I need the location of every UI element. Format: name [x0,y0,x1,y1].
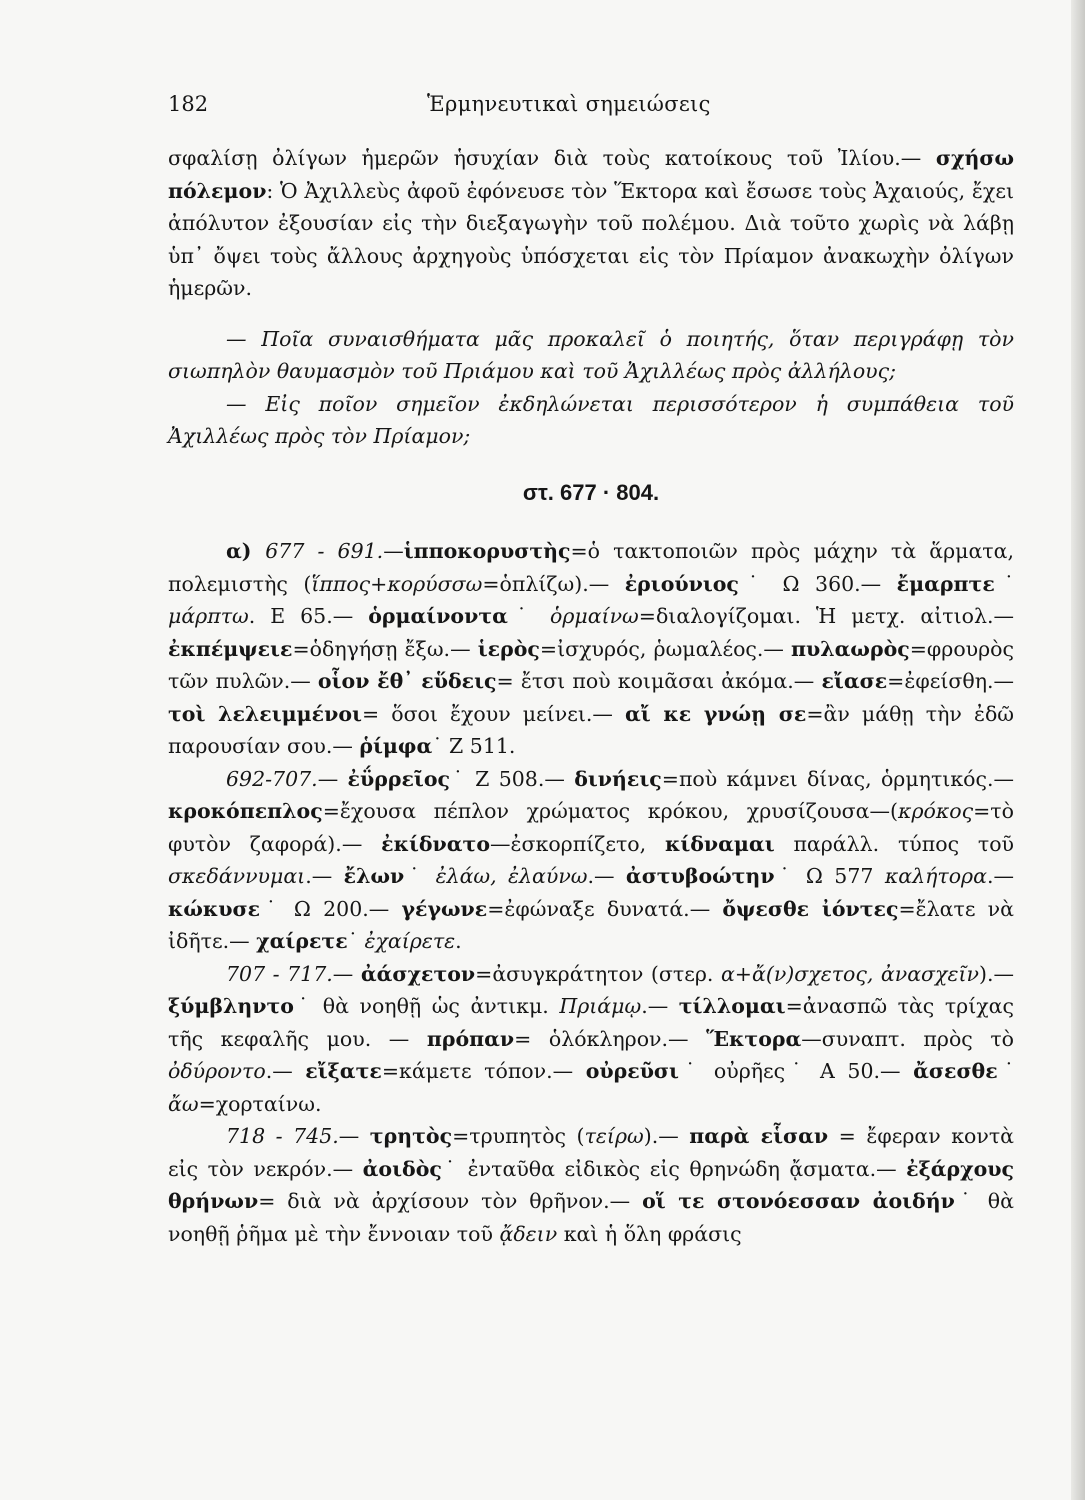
page-edge [1071,0,1085,1500]
gloss-text: =ποὺ κάμνει δίνας, ὁρμητικός.— [661,766,1014,791]
lemma: αἴ κε γνώῃ σε [624,701,807,726]
italic-term: κρόκος [898,799,974,823]
gloss-text: ˙ [997,1059,1015,1083]
italic-term: Πριάμῳ [559,994,642,1018]
gloss-text: =κάμετε τόπον.— [381,1059,586,1083]
lemma: οὐρεῦσι [585,1059,679,1083]
lemma: ἀάσχετον [360,961,476,986]
italic-term: σκεδάννυμαι [168,864,306,888]
italic-term: ἄω [168,1091,199,1116]
section-heading: στ. 677 · 804. [522,479,660,505]
italic-term: καλήτορα [884,864,987,888]
gloss-text: .— [641,994,679,1018]
gloss-text: .— [986,864,1014,888]
running-title: Ἑρμηνευτικαὶ σημειώσεις [427,92,711,116]
gloss-text: =ἐφείσθη.— [887,669,1014,693]
gloss-text: ).— [978,961,1014,986]
gloss-text: .— [587,864,626,888]
lemma: εἴξατε [305,1059,382,1083]
gloss-text: .— [265,1059,306,1083]
lemma: Ἕκτορα [706,1026,802,1051]
gloss-text: ˙ Ζ 511. [432,734,516,758]
gloss-text: = ἔτσι ποὺ κοιμᾶσαι ἀκόμα.— [496,669,822,693]
lemma: ἐξάρχους θρήνων [168,1156,1015,1213]
gloss-text: — [332,961,361,986]
gloss-text: =ἔχουσα πέπλον χρώματος κρόκου, χρυσίζουσα—( [322,799,899,823]
lemma: τοὶ λελειμμένοι [168,701,362,726]
gloss-text: — [338,1124,370,1148]
gloss-text: — [317,766,348,791]
lemma: κροκόπεπλος [168,799,323,823]
gloss-text: =τρυπητὸς ( [452,1124,585,1148]
lemma: τρητὸς [369,1124,453,1148]
gloss-text: σφαλίσῃ ὀλίγων ἡμερῶν ἡσυχίαν διὰ τοὺς κατοίκους τοῦ Ἰλίου.— [168,146,936,170]
italic-term: ἐλάω, ἐλαύνω [435,864,588,888]
lemma: ἔλων [343,864,405,888]
italic-term: ἵππος+κορύσσω [311,571,483,596]
gloss-text: =ἀνασπῶ τὰς τρίχας τῆς κεφαλῆς μου. — [168,994,1014,1051]
gloss-text: =φρουρὸς τῶν πυλῶν.— [168,636,1014,693]
gloss-text: =ἔλατε νὰ ἰδῆτε.— [168,896,1014,953]
lemma: κίδναμαι [664,831,775,856]
lemma: ἱερὸς [477,636,540,661]
question-2: — Εἰς ποῖον σημεῖον ἐκδηλώνεται περισσότερον ἡ συμπάθεια τοῦ Ἀχιλλέως πρὸς τὸν Πρίαμον; [168,391,1014,448]
lemma: ἀοιδὸς [362,1156,442,1181]
question-1: — Ποῖα συναισθήματα μᾶς προκαλεῖ ὁ ποιητής, ὅταν περιγράφῃ τὸν σιωπηλὸν θαυμασμὸν τοῦ Πριάμου καὶ τοῦ Ἀχιλλέως πρὸς ἀλλήλους; [168,326,1014,383]
lemma: ἄσεσθε [913,1059,998,1083]
lemma: ἐΰρρεῖος [347,766,451,791]
gloss-text: ˙ [404,864,436,888]
lemma: ἀστυβοώτην [625,864,775,888]
lemma: ὄψεσθε ἰόντες [722,896,899,921]
lemma: γέγωνε [401,896,488,921]
italic-term: ὀδύροντο [168,1059,266,1083]
gloss-text: =ὁπλίζω).— [482,571,625,596]
gloss-text: . [455,929,462,953]
gloss-text: ˙ οὐρῆες˙ Α 50.— [678,1059,914,1083]
italic-term: μάρπτω [168,604,249,628]
lemma: εἴασε [821,669,888,693]
italic-term: 718 - 745. [226,1124,339,1148]
gloss-text: καὶ ἡ ὅλη φράσις [557,1221,742,1246]
gloss-text: = ὅσοι ἔχουν μείνει.— [361,701,625,726]
lemma: ἐριούνιος [624,571,739,596]
italic-term: 692-707. [226,766,318,791]
gloss-text: ˙ Ω 200.— [260,896,402,921]
lemma: πυλαωρὸς [791,636,910,661]
italic-term: τείρω [584,1124,644,1148]
lemma: χαίρετε [256,929,348,953]
gloss-text: =ὁδηγήσῃ ἔξω.— [292,636,478,661]
gloss-text: = ὁλόκληρον.— [514,1026,707,1051]
page-body [168,142,1014,1250]
gloss-text: ˙ θὰ νοηθῇ ῥῆμα μὲ τὴν ἔννοιαν τοῦ [168,1189,1014,1246]
lemma: ἔμαρπτε [896,571,995,596]
note-paragraph-677-691 [168,535,1014,763]
lemma: δινήεις [574,766,662,791]
gloss-text: =τὸ φυτὸν ζαφορά).— [168,799,1014,856]
gloss-text: =ἰσχυρός, ῥωμαλέος.— [539,636,792,661]
lemma: ἱπποκορυστὴς [403,539,571,563]
gloss-text: ˙ [507,604,550,628]
lemma: οἵ τε στονόεσσαν ἀοιδήν [642,1189,955,1213]
gloss-text: ˙ ἐνταῦθα εἰδικὸς εἰς θρηνώδη ᾄσματα.— [441,1156,907,1181]
gloss-text: παράλλ. τύπος τοῦ [774,831,1014,856]
gloss-text: = διὰ νὰ ἀρχίσουν τὸν θρῆνον.— [258,1189,643,1213]
lemma: ξύμβληντο [168,994,294,1018]
italic-term: ᾄδειν [499,1221,558,1246]
gloss-text: —συναπτ. πρὸς τὸ [801,1026,1014,1051]
italic-term: α+ἄ(ν)σχετος, ἀνασχεῖν [720,961,979,986]
page-number: 182 [168,92,209,116]
italic-term: ἐχαίρετε [364,929,456,953]
lemma: τίλλομαι [678,994,786,1018]
italic-term: ὁρμαίνω [549,604,639,628]
study-questions [168,323,1014,453]
gloss-text: ˙ [347,929,365,953]
note-paragraph-692-707 [168,763,1014,958]
lemma: κώκυσε [168,896,261,921]
italic-term: 677 - 691. [265,539,384,563]
gloss-text: =χορταίνω. [198,1091,322,1116]
gloss-text: —ἐσκορπίζετο, [490,831,665,856]
gloss-text: : Ὁ Ἀχιλλεὺς ἀφοῦ ἐφόνευσε τὸν Ἕκτορα καὶ ἔσωσε τοὺς Ἀχαιούς, ἔχει ἀπόλυτον ἐξουσίαν εἰς τὴν διεξαγωγὴν τοῦ πολέμου. Διὰ τοῦτο χωρὶς νὰ λάβῃ ὑπ᾿ ὄψει τοὺς ἄλλους ἀρχηγοὺς ὑπόσχεται εἰς τὸν Πρίαμον ἀνακωχὴν ὀλίγων ἡμερῶν. [168,178,1014,300]
lemma: σχήσω πόλεμον [168,146,1014,203]
lemma: ὁρμαίνοντα [368,604,508,628]
gloss-text: . Ε 65.— [248,604,369,628]
gloss-text: ).— [643,1124,690,1148]
page-header [168,92,1018,126]
italic-term: 707 - 717. [226,961,333,986]
gloss-text: ˙ Ω 577 [774,864,885,888]
gloss-text: =ἀσυγκράτητον (στερ. [475,961,721,986]
gloss-text: ˙ Ζ 508.— [450,766,575,791]
gloss-text: =διαλογίζομαι. Ἡ μετχ. αἰτιολ.— [638,604,1014,628]
gloss-text: ˙ Ω 360.— [738,571,897,596]
lemma: πρόπαν [426,1026,515,1051]
gloss-text: =ἐφώναξε δυνατά.— [487,896,723,921]
note-paragraph-707-717 [168,958,1014,1121]
gloss-text: =ἂν μάθῃ τὴν ἐδῶ παρουσίαν σου.— [168,701,1015,758]
lemma: παρὰ εἷσαν [689,1124,829,1148]
lemma: ἐκίδνατο [381,831,491,856]
gloss-text: ˙ [994,571,1014,596]
gloss-text: ˙ θὰ νοηθῇ ὡς ἀντικμ. [293,994,560,1018]
gloss-text: — [383,539,404,563]
lemma: ῥίμφα [359,734,433,758]
gloss-text: =ὁ τακτοποιῶν πρὸς μάχην τὰ ἅρματα, πολεμιστὴς ( [168,539,1014,596]
lemma: α) [226,539,266,563]
note-paragraph-718-745 [168,1120,1014,1250]
gloss-text: = ἔφεραν κοντὰ εἰς τὸν νεκρόν.— [168,1124,1015,1181]
lemma: ἐκπέμψειε [168,636,293,661]
gloss-text: .— [305,864,344,888]
lemma: οἷον ἔθ᾿ εὕδεις [317,669,497,693]
intro-paragraph [168,142,1014,305]
